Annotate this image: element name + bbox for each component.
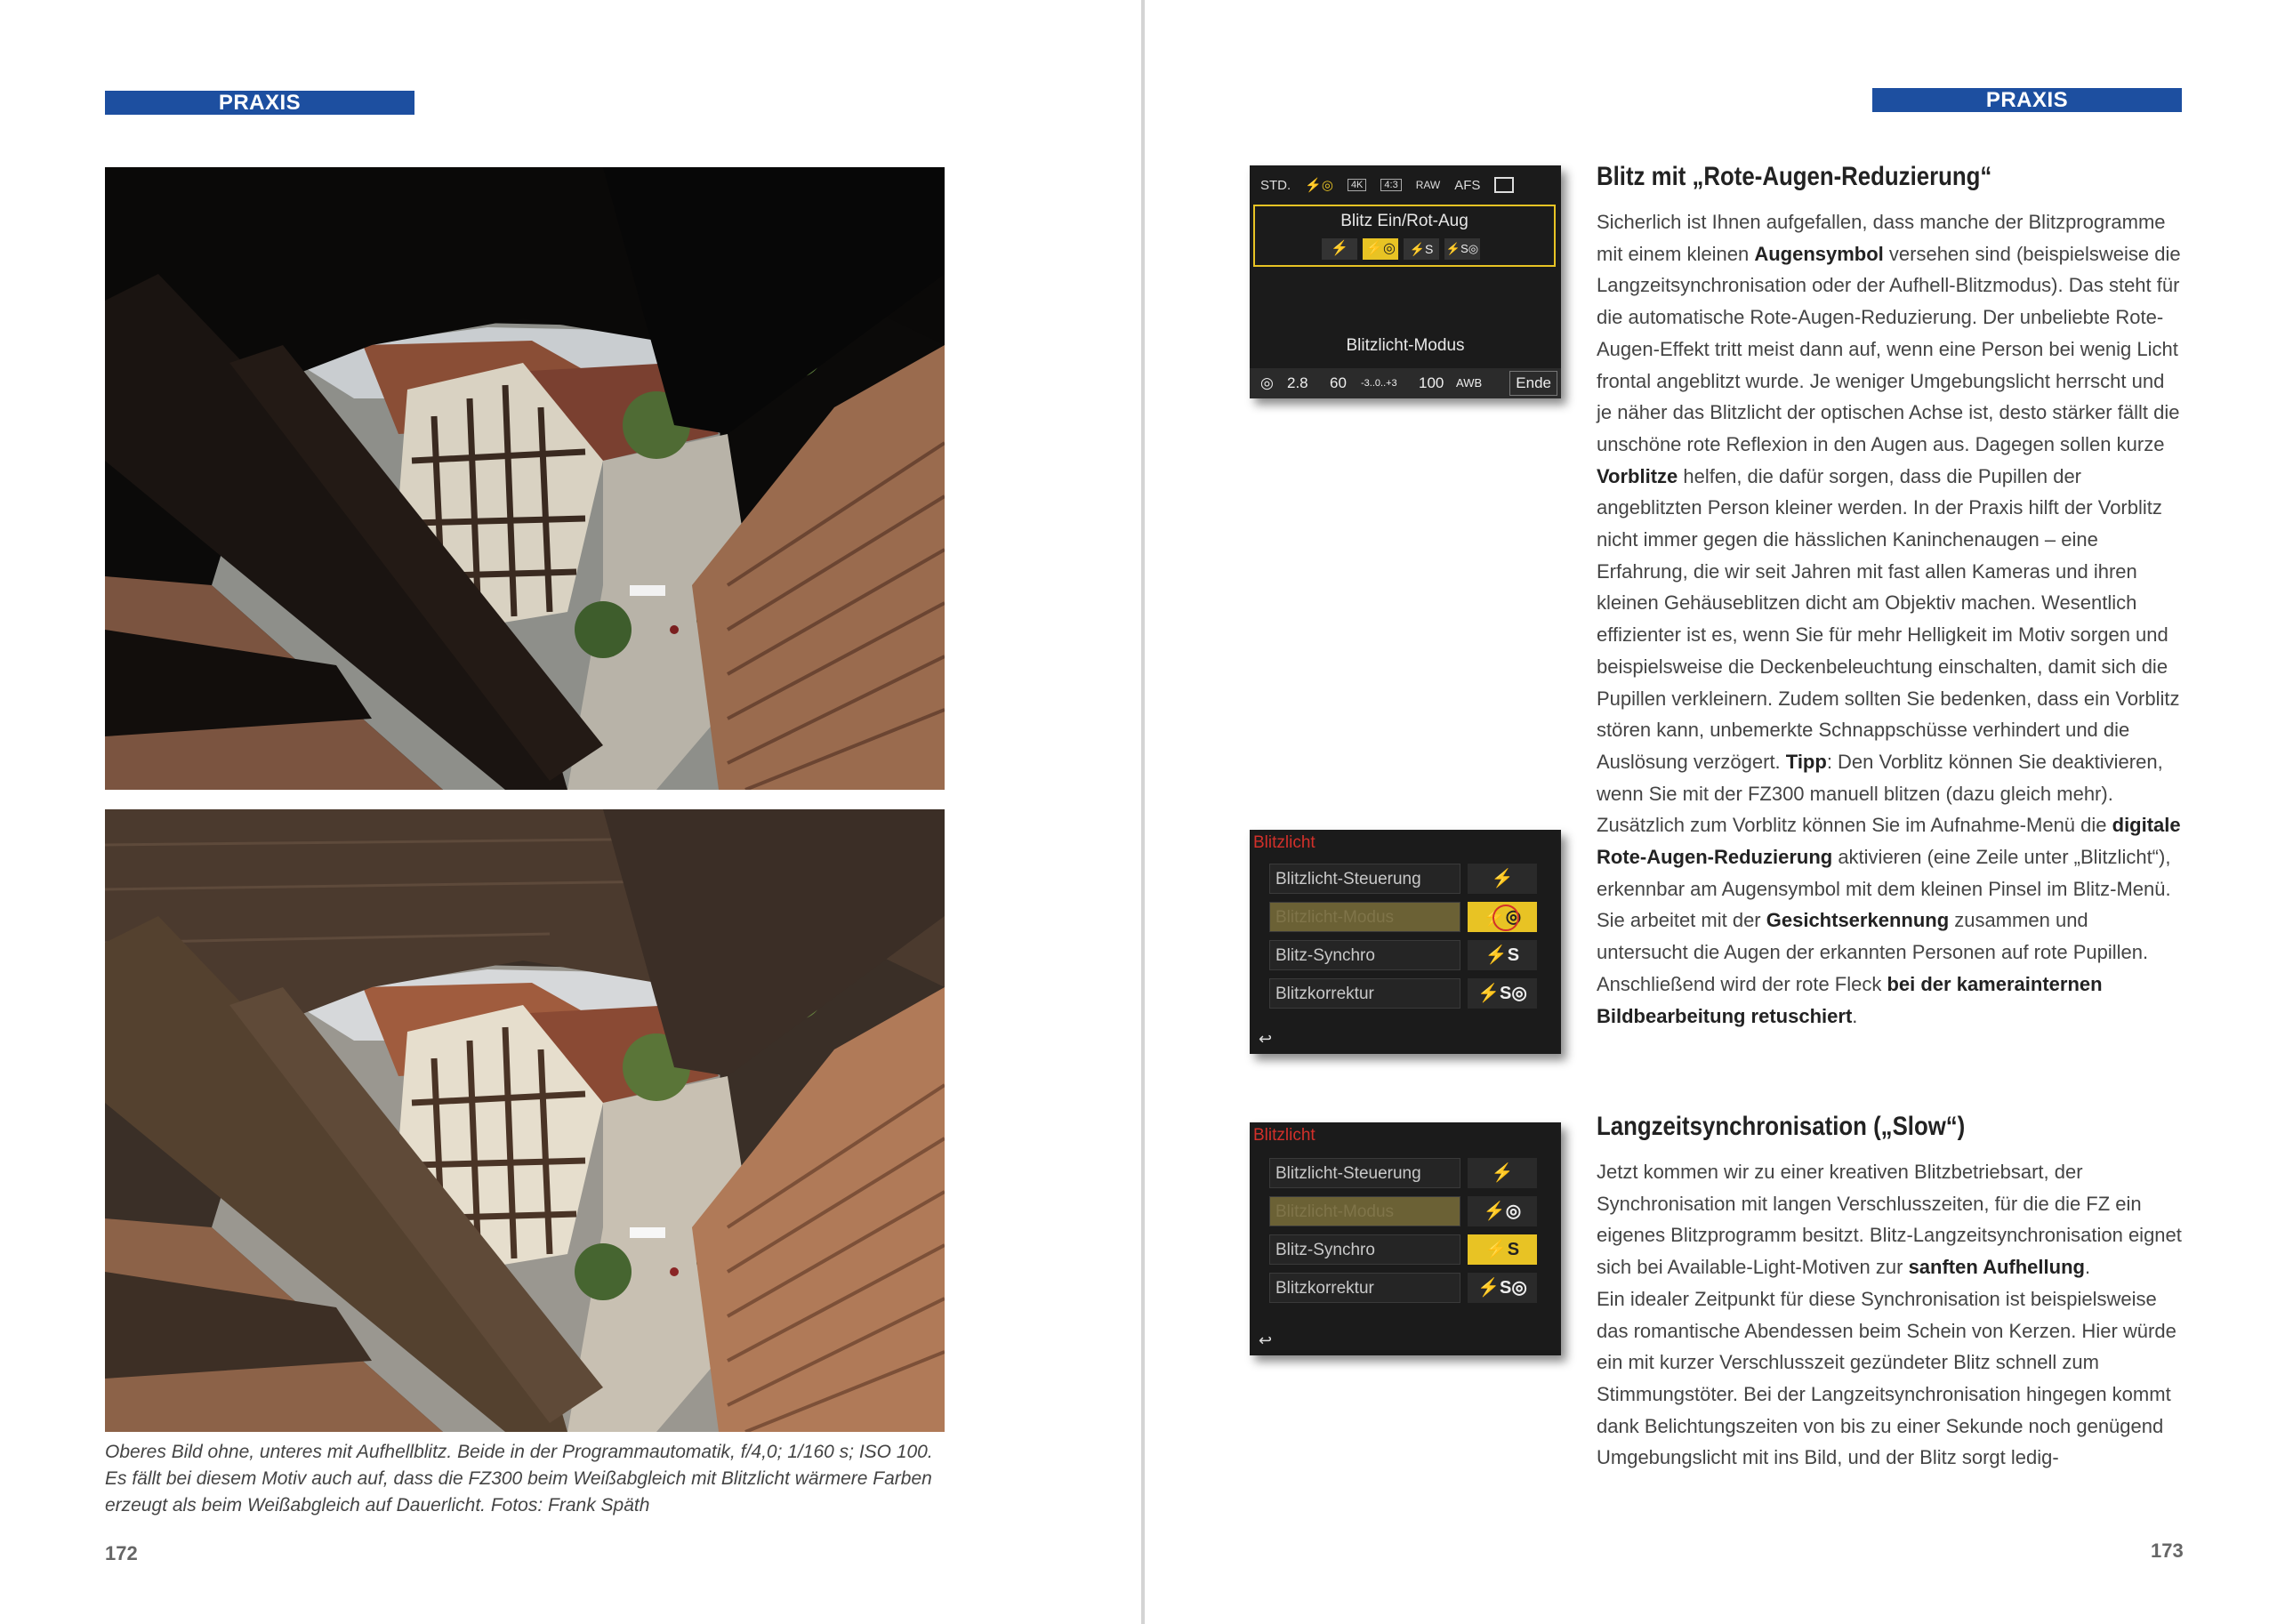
photo-with-flash — [105, 809, 945, 1432]
body-text: . — [1852, 1004, 1858, 1027]
section-tab: PRAXIS — [1872, 88, 2182, 112]
flash-option-panel[interactable] — [1253, 205, 1556, 267]
iso-value: 100 — [1419, 374, 1444, 391]
video-format-icon: 4K — [1348, 179, 1366, 191]
body-text: Zusätzlich zum Vorblitz können Sie im Aufnahme-Menü die — [1597, 814, 2112, 837]
section-paragraph — [1597, 1283, 2184, 1474]
section-heading: Langzeitsynchronisation („Slow“) — [1597, 1112, 1966, 1141]
menu-item-flash-compensation[interactable]: Blitzkorrektur — [1269, 1273, 1460, 1303]
camera-menu-flash-1 — [1250, 830, 1561, 1054]
flash-slow-redeye-icon[interactable]: ⚡S◎ — [1444, 238, 1480, 260]
aperture-value: 2.8 — [1287, 374, 1308, 391]
flash-redeye-label: ⚡◎ — [1483, 907, 1522, 927]
body-text: zusammen und untersucht die Augen der erkannten Personen auf rote Pupillen. Anschließend wird der rote Fleck — [1597, 909, 2149, 995]
body-text: . — [2084, 1256, 2091, 1279]
camera-screen-flash-mode — [1250, 165, 1561, 398]
photo-caption: Oberes Bild ohne, unteres mit Aufhellblitz. Beide in der Programmautomatik, f/4,0; 1/160 s; ISO 100. Es fällt bei diesem Motiv auch auf, dass die FZ300 beim Weißabgleich mit Blitzlicht wärmere Farben erzeugt als beim Weißabgleich auf Dauerlicht. Fotos: Frank Späth — [105, 1442, 933, 1515]
shutter-value: 60 — [1330, 374, 1347, 391]
body-text: Jetzt kommen wir zu einer kreativen Blitzbetriebsart, der Synchronisation mit langen Verschlusszeiten, für die die FZ ein eigenes Blitzprogramm besitzt. Blitz-Langzeitsynchronisation eignet sich bei Available-Light-Motiven zur — [1597, 1161, 2182, 1279]
body-text: aktivieren (eine Zeile unter „Blitzlicht“), erkennbar am Augensymbol mit dem kleinen Pinsel im Blitz-Menü. Sie arbeitet mit der — [1597, 846, 2171, 932]
flash-slow-redeye-icon[interactable]: ⚡S◎ — [1468, 1273, 1537, 1303]
flash-redeye-icon[interactable]: ⚡◎ — [1363, 238, 1398, 260]
camera-menu-flash-2 — [1250, 1122, 1561, 1355]
option-title: Blitz Ein/Rot-Aug — [1340, 212, 1468, 230]
camera-status-bar — [1250, 368, 1561, 398]
emphasis-text: sanften Aufhellung — [1908, 1256, 2085, 1279]
section-paragraph — [1597, 809, 2184, 1032]
menu-title: Blitzlicht — [1253, 1126, 1316, 1145]
flash-option-row — [1322, 238, 1480, 260]
camera-status-icons — [1260, 173, 1550, 197]
body-text: : Den Vorblitz können Sie deaktivieren, wenn Sie mit der FZ300 manuell blitzen (dazu gleich mehr). — [1597, 750, 2163, 805]
menu-item-flash-sync[interactable]: Blitz-Synchro — [1269, 1234, 1460, 1265]
back-icon[interactable]: ↩ — [1259, 1331, 1273, 1349]
exposure-scale: -3..0..+3 — [1361, 378, 1397, 389]
flash-redeye-icon[interactable] — [1468, 902, 1537, 932]
flash-forced-icon[interactable]: ⚡ — [1322, 238, 1357, 260]
emphasis-text: Vorblitze — [1597, 464, 1678, 487]
section-heading: Blitz mit „Rote-Augen-Reduzierung“ — [1597, 162, 1992, 191]
article-section-slow-sync — [1597, 1112, 2184, 1474]
section-paragraph — [1597, 1156, 2184, 1283]
back-icon[interactable]: ↩ — [1259, 1030, 1273, 1048]
menu-item-flash-compensation[interactable]: Blitzkorrektur — [1269, 978, 1460, 1009]
emphasis-text: Gesichtserkennung — [1766, 909, 1950, 932]
emphasis-text: bei der kamerainternen Bildbearbeitung retuschiert — [1597, 972, 2103, 1027]
menu-item-flash-sync[interactable]: Blitz-Synchro — [1269, 940, 1460, 970]
photo-without-flash — [105, 167, 945, 790]
highlight-circle — [1493, 904, 1519, 931]
flash-slow-icon[interactable]: ⚡S — [1468, 940, 1537, 970]
menu-item-flash-mode[interactable]: Blitzlicht-Modus — [1269, 902, 1460, 932]
flash-slow-icon[interactable]: ⚡S — [1468, 1234, 1537, 1265]
page-number: 172 — [105, 1542, 138, 1564]
raw-quality-icon: RAW — [1415, 179, 1441, 191]
section-paragraph — [1597, 206, 2184, 809]
focus-mode-label: AFS — [1454, 177, 1481, 193]
menu-item-flash-mode[interactable]: Blitzlicht-Modus — [1269, 1196, 1460, 1226]
mode-title: Blitzlicht-Modus — [1346, 336, 1465, 355]
flash-slow-icon[interactable]: ⚡S — [1404, 238, 1439, 260]
body-text: Ein idealer Zeitpunkt für diese Synchronisation ist beispielsweise das romantische Abendessen beim Schein von Kerzen. Hier würde ein mit kurzer Verschlusszeit gezündeter Blitz schnell zum Stimmungstöter. Bei der Langzeitsynchronisation hingegen kommt dank Belichtungszeiten von bis zu einer Sekunde noch genügend Umgebungslicht mit ins Bild, und der Blitz sorgt ledig- — [1597, 1287, 2176, 1469]
end-button[interactable]: Ende — [1509, 371, 1557, 396]
flash-slow-redeye-icon[interactable]: ⚡S◎ — [1468, 978, 1537, 1009]
flash-forced-icon[interactable]: ⚡ — [1468, 864, 1537, 894]
metering-icon: ◎ — [1260, 374, 1274, 391]
emphasis-text: Tipp — [1785, 750, 1827, 773]
flash-forced-icon[interactable]: ⚡ — [1468, 1158, 1537, 1188]
photo-style-icon: STD. — [1260, 177, 1291, 193]
body-text: Sicherlich ist Ihnen aufgefallen, dass manche der Blitzprogramme mit einem kleinen — [1597, 211, 2166, 265]
body-text: versehen sind (beispielsweise die Langzeitsynchronisation oder der Aufhell-Blitzmodus). Das steht für die automatische Rote-Augen-Reduzierung. Der unbeliebte Rote-Augen-Effekt tritt meist dann auf, wenn eine Person bei wenig Licht frontal angeblitzt wurde. Je weniger Umgebungslicht herrscht und je näher das Blitzlicht der optischen Achse ist, desto stärker fällt die unschöne rote Reflexion in den Augen aus. Dagegen sollen kurze — [1597, 242, 2181, 455]
menu-item-flash-control[interactable]: Blitzlicht-Steuerung — [1269, 864, 1460, 894]
white-balance-value: AWB — [1456, 376, 1483, 390]
menu-item-flash-control[interactable]: Blitzlicht-Steuerung — [1269, 1158, 1460, 1188]
flash-redeye-icon: ⚡◎ — [1305, 178, 1333, 193]
emphasis-text: Augensymbol — [1754, 242, 1884, 265]
body-text: helfen, die dafür sorgen, dass die Pupillen der angeblitzten Person kleiner werden. In der Praxis hilft der Vorblitz nicht immer gegen die hässlichen Kaninchenaugen – eine Erfahrung, die wir seit Jahren mit fast allen Kameras und ihren kleinen Gehäuseblitzen dicht am Objektiv machen. Wesentlich effizienter ist es, wenn Sie für mehr Helligkeit im Motiv sorgen und beispielsweise die Deckenbeleuchtung einschalten, damit sich die Pupillen verkleinern. Zudem sollten Sie bedenken, dass ein Vorblitz stören kann, unbemerkte Schnappschüsse verhindert und die Auslösung verzögert. — [1597, 464, 2180, 773]
aspect-ratio-icon: 4:3 — [1380, 179, 1401, 191]
flash-redeye-icon[interactable]: ⚡◎ — [1468, 1196, 1537, 1226]
af-area-icon — [1494, 177, 1514, 193]
section-tab: PRAXIS — [105, 91, 414, 115]
menu-title: Blitzlicht — [1253, 833, 1316, 852]
emphasis-text: digitale Rote-Augen-Reduzierung — [1597, 814, 2181, 869]
page-number: 173 — [2151, 1540, 2184, 1562]
article-section-redeye — [1597, 162, 2184, 1032]
